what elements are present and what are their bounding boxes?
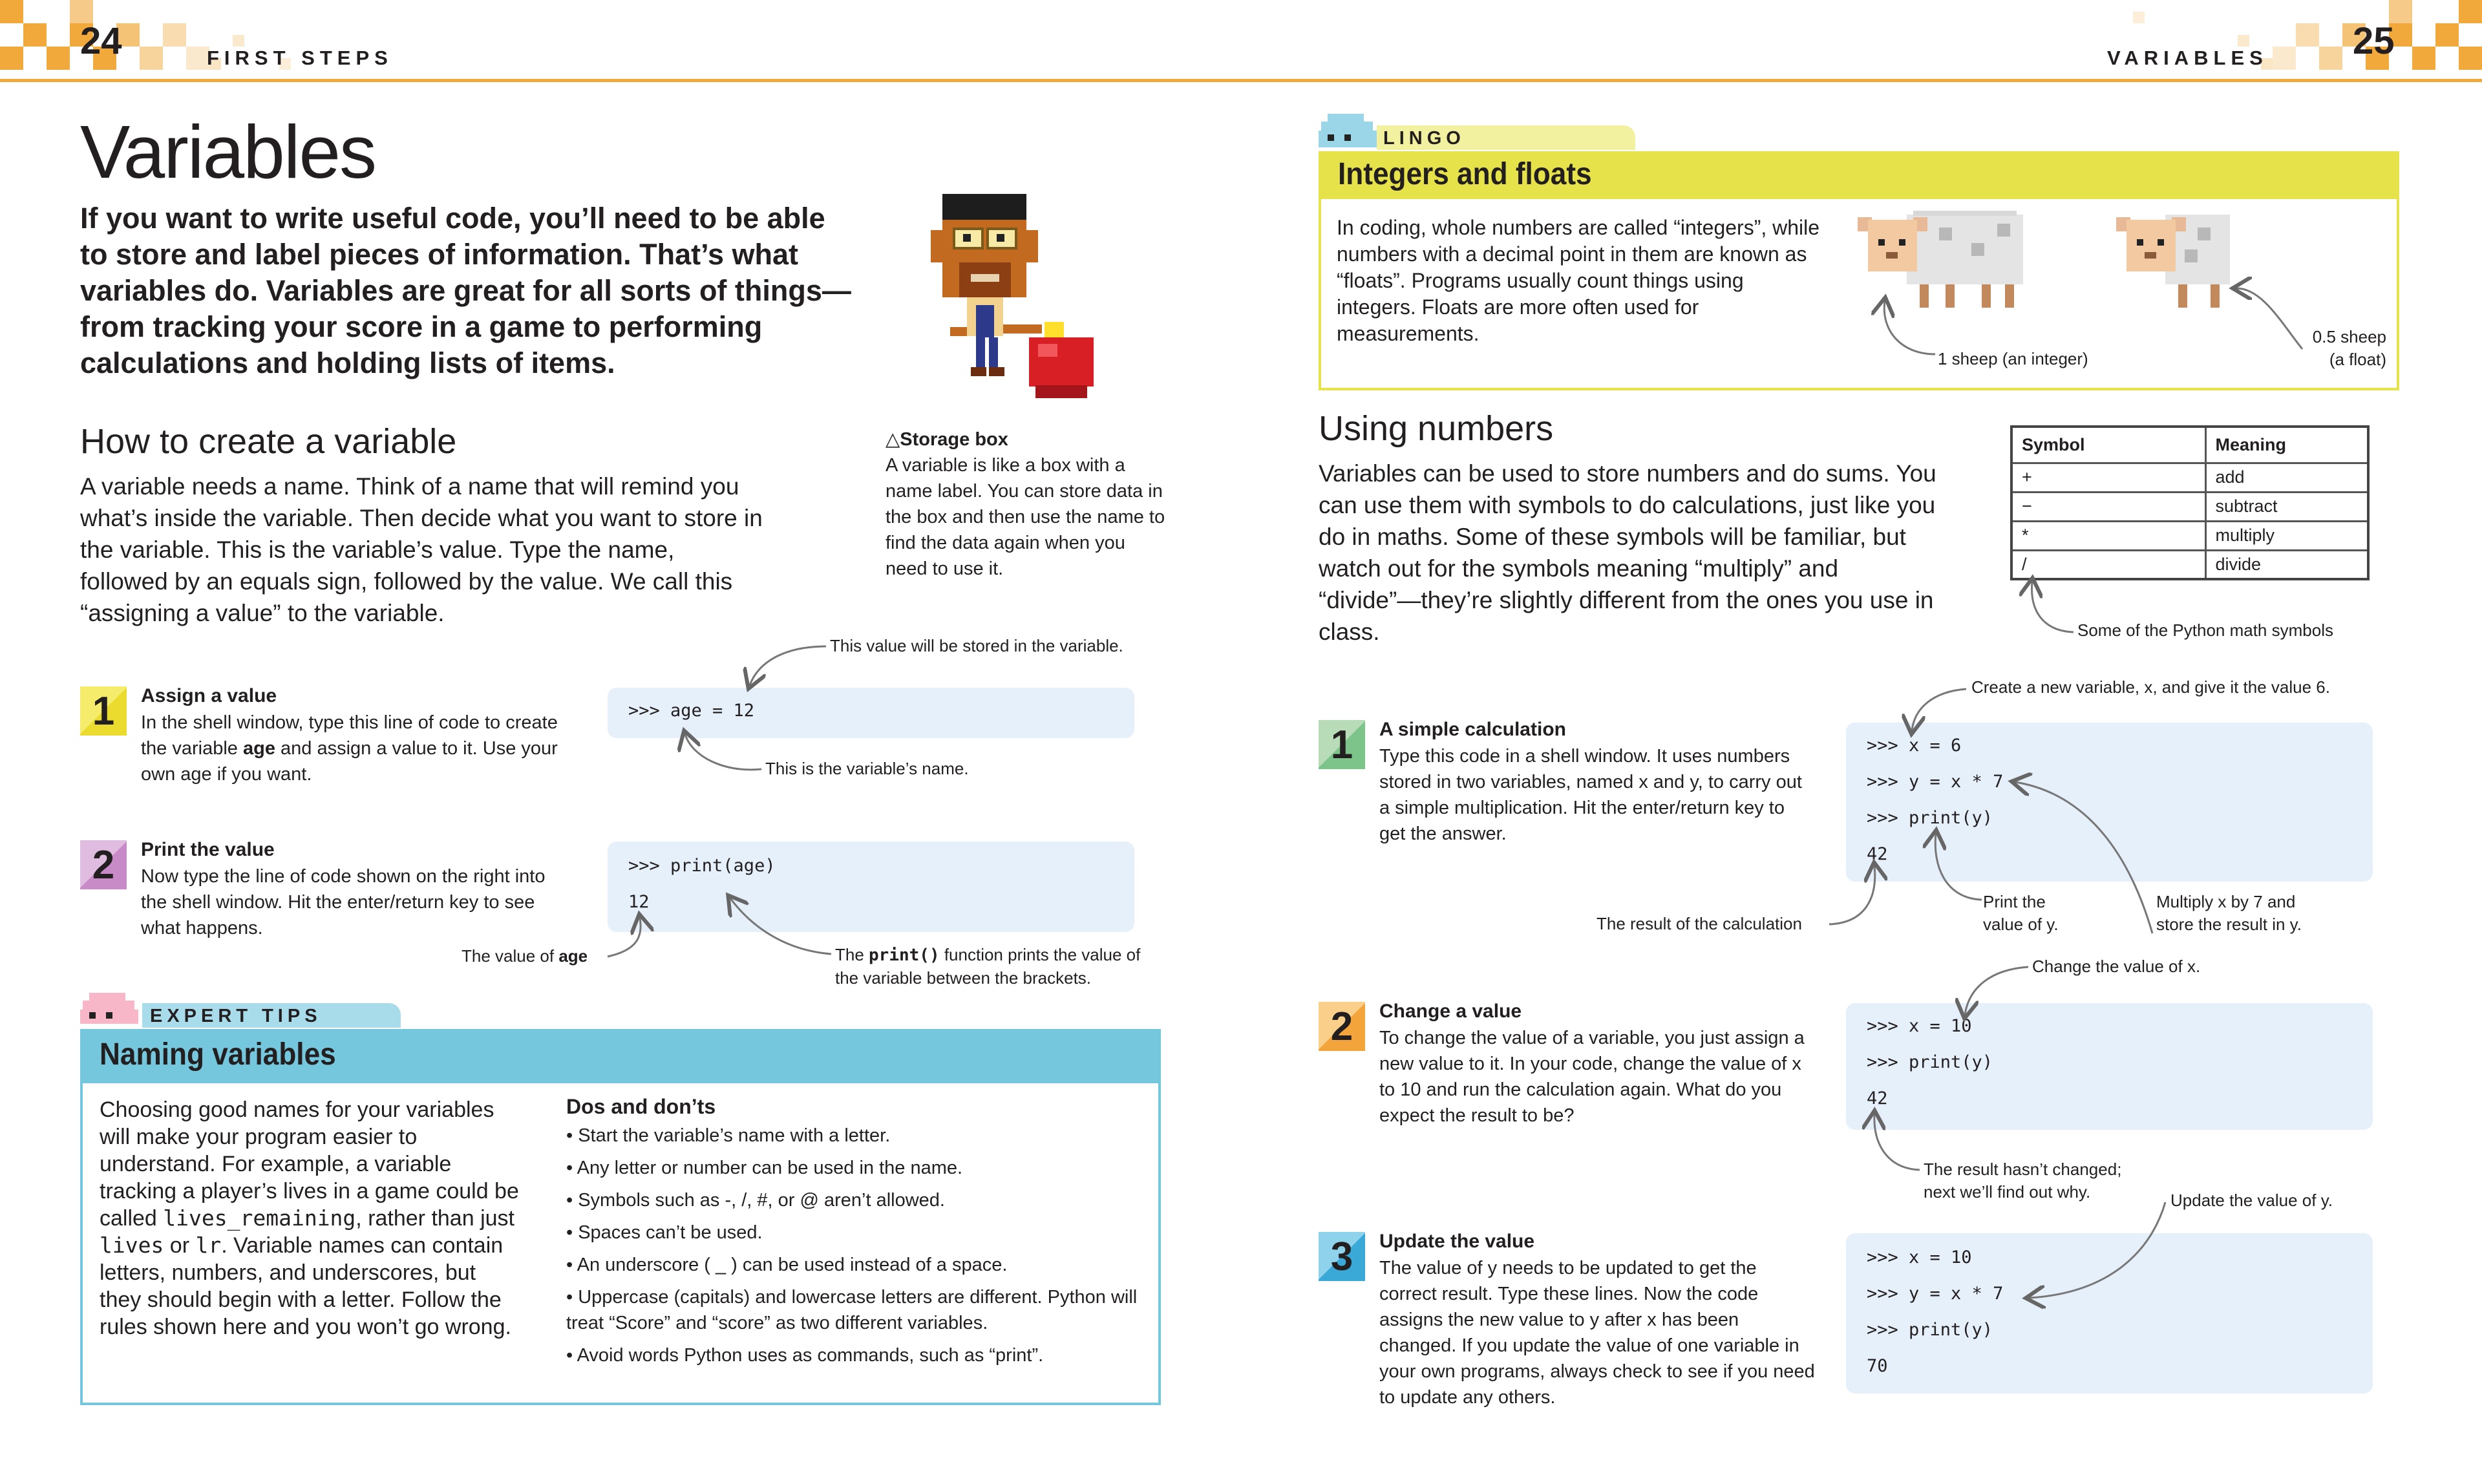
arrow [2032,582,2074,632]
code-line: >>> y = x * 7 [1867,772,2004,792]
table-header-row [2011,427,2368,463]
annotation-result-unchanged: The result hasn’t changed; next we’ll find out why. [1924,1160,2122,1202]
annotation-variable-name: This is the variable’s name. [765,759,969,778]
step-2-title: Print the value [141,839,275,860]
table-cell: * [2011,521,2205,550]
code-line: 42 [1867,1088,1888,1108]
storage-box-caption [886,427,1170,582]
lingo-paragraph: In coding, whole numbers are called “integers”, while numbers with a decimal point in them are known as “floats”. Programs usually count things using integers. Floats are more often used for measurements. [1337,216,1820,345]
storage-box-caption-title: △Storage box [886,429,1008,450]
left-running-head: FIRST STEPS [207,47,393,69]
table-cell: / [2011,550,2205,579]
dos-item: • Any letter or number can be used in the name. [566,1158,963,1178]
annotation-value-of-age: The value of age [461,946,588,966]
table-cell: add [2205,463,2368,492]
dos-and-donts [566,1095,1148,1375]
table-cell: − [2011,492,2205,521]
annotation-new-variable-x: Create a new variable, x, and give it the value 6. [1971,677,2330,697]
how-to-heading: How to create a variable [80,422,457,461]
code-line: >>> x = 10 [1867,1247,1972,1267]
page-title: Variables [80,110,376,194]
arrow [685,734,761,770]
code-box-update-value [1846,1233,2373,1394]
using-numbers-paragraph: Variables can be used to store numbers and do sums. You can use them with symbols to do calculations, just like you do in maths. Some of these symbols will be familiar, but watch out for the symbols meaning “multiply” and “divide”—they’re slightly different from the ones you use in class. [1319,460,1936,645]
annotation-print-function: The print() function prints the value of the variable between the brackets. [835,945,1141,988]
tips-heading-bar [80,1029,1161,1083]
sheep-float-label: 0.5 sheep (a float) [2312,327,2386,369]
annotation-multiply: Multiply x by 7 and store the result in y. [2156,892,2302,934]
tips-tag [142,1003,401,1028]
calc-step-1-text: Type this code in a shell window. It uses numbers stored in two variables, named x and y, to carry out a simple multiplication. Hit the enter/return key to get the answer. [1379,746,1802,844]
dos-item: • Spaces can’t be used. [566,1222,763,1243]
table-cell: multiply [2205,521,2368,550]
half-sheep-illustration [2114,211,2243,327]
annotation-change-x: Change the value of x. [2032,957,2201,976]
table-row [2011,463,2368,492]
step-1-title: Assign a value [141,685,277,706]
how-to-paragraph: A variable needs a name. Think of a name that will remind you what’s inside the variable. Then decide what you want to store in the variable. This is the variable’s value. Type the name, followed by an equals sign, followed by the value. We call this “assigning a value” to the variable. [80,473,763,626]
dos-item: • An underscore ( _ ) can be used instead of a space. [566,1255,1008,1275]
table-cell: divide [2205,550,2368,579]
step-2-text: Now type the line of code shown on the right into the shell window. Hit the enter/return key to see what happens. [141,866,546,938]
annotation-print-y: Print the value of y. [1983,892,2059,934]
code-line: >>> x = 10 [1867,1016,1972,1036]
storage-box-caption-text: A variable is like a box with a name label. You can store data in the box and then use the name to find the data again when you need to use it. [886,455,1165,579]
lingo-heading-bar [1319,151,2399,199]
dos-item: • Symbols such as -, /, #, or @ aren’t allowed. [566,1190,945,1211]
calc-step-3-title: Update the value [1379,1231,1535,1252]
lingo-tag-label: LINGO [1383,128,1465,149]
whole-sheep-illustration [1855,211,2049,327]
code-box-print [608,842,1134,932]
table-caption: Some of the Python math symbols [2077,620,2333,640]
table-cell: subtract [2205,492,2368,521]
code-line: >>> y = x * 7 [1867,1284,2004,1304]
table-cell: + [2011,463,2205,492]
code-line: >>> age = 12 [628,701,755,721]
math-symbols-table [2010,425,2370,580]
dos-item: • Uppercase (capitals) and lowercase letters are different. Python will treat “Score” and “score” as two different variables. [566,1287,1138,1333]
table-row [2011,492,2368,521]
right-running-head: VARIABLES [2107,47,2268,69]
tips-heading: Naming variables [100,1037,336,1072]
calc-step-3-text: The value of y needs to be updated to get the correct result. Type these lines. Now the code assigns the new value to y after x has been changed. If you update the value of one variable in your own programs, always check to see if you need to update any others. [1379,1258,1815,1408]
code-line: 12 [628,892,650,912]
code-line: >>> print(y) [1867,1320,1993,1340]
code-box-simple-calculation [1846,723,2373,882]
dos-item: • Start the variable’s name with a letter. [566,1125,891,1146]
calc-step-1-title: A simple calculation [1379,719,1566,740]
calc-step-1-number: 1 [1319,720,1365,769]
annotation-calculation-result: The result of the calculation [1596,914,1802,933]
code-line: >>> print(age) [628,856,776,876]
step-1-text: In the shell window, type this line of code to create the variable age and assign a value to it. Use your own age if you want. [141,712,558,785]
tips-paragraph: Choosing good names for your variables will make your program easier to understand. For example, a variable tracking a player’s lives in a game could be called lives_remaining, rather than just lives or lr. Variable names can contain letters, numbers, and underscores, but they should begin with a letter. Follow the rules shown here and you won’t go wrong. [100,1097,519,1339]
step-2-number: 2 [80,840,127,889]
lingo-robot-icon [1319,114,1383,151]
code-line: >>> x = 6 [1867,736,1962,756]
calc-step-2-text: To change the value of a variable, you just assign a new value to it. In your code, change the value of x to 10 and run the calculation again. What do you expect the result to be? [1379,1028,1805,1126]
annotation-update-y: Update the value of y. [2170,1191,2333,1210]
header-decoration [0,0,2482,84]
character-with-box-illustration [931,191,1125,405]
dos-heading: Dos and don’ts [566,1095,716,1118]
arrow [750,646,826,685]
lingo-tag [1377,125,1635,150]
annotation-stored-value: This value will be stored in the variable. [830,636,1123,655]
table-row [2011,550,2368,579]
lingo-heading: Integers and floats [1338,157,1592,191]
using-numbers-heading: Using numbers [1319,409,1554,448]
code-box-assign [608,688,1134,738]
tips-tag-label: EXPERT TIPS [150,1006,322,1026]
calc-step-2-number: 2 [1319,1002,1365,1051]
sheep-integer-label: 1 sheep (an integer) [1938,349,2088,368]
code-line: >>> print(y) [1867,1052,1993,1072]
left-page-number: 24 [80,20,122,62]
code-line: 42 [1867,844,1888,864]
calc-step-2-title: Change a value [1379,1001,1522,1022]
dos-item: • Avoid words Python uses as commands, such as “print”. [566,1345,1044,1366]
table-header-cell: Symbol [2011,427,2205,463]
right-page-number: 25 [2353,20,2395,62]
code-line: 70 [1867,1356,1888,1376]
table-row [2011,521,2368,550]
code-line: >>> print(y) [1867,808,1993,828]
step-1-number: 1 [80,686,127,736]
code-box-change-value [1846,1003,2373,1130]
table-header-cell: Meaning [2205,427,2368,463]
header-rule [0,79,2482,82]
intro-paragraph: If you want to write useful code, you’ll need to be able to store and label pieces of information. That’s what variables do. Variables are great for all sorts of things—from tracking your score in a game to performing calculations and holding lists of items. [80,202,851,379]
calc-step-3-number: 3 [1319,1232,1365,1281]
